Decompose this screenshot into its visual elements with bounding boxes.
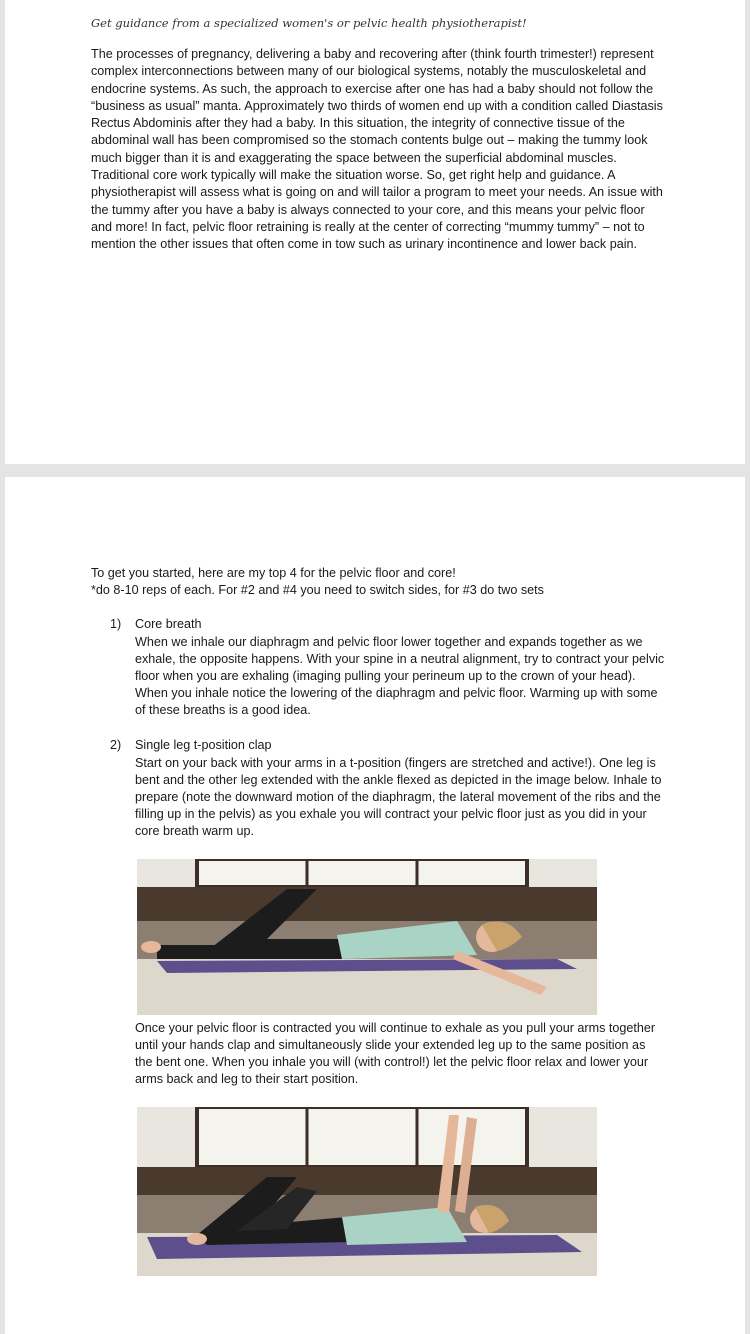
document-page-1	[5, 0, 745, 464]
reps-note: *do 8-10 reps of each. For #2 and #4 you need to switch sides, for #3 do two sets	[91, 583, 544, 597]
exercise-title-t-position-clap: Single leg t-position clap	[135, 738, 272, 752]
document-page-2	[5, 477, 745, 1334]
list-number: 1)	[110, 617, 122, 631]
exercise-title-core-breath: Core breath	[135, 617, 202, 631]
photo-illustration	[137, 859, 597, 1015]
page-heading: Get guidance from a specialized women's or pelvic health physiotherapist!	[91, 16, 527, 30]
exercises-intro: To get you started, here are my top 4 for the pelvic floor and core!	[91, 566, 456, 580]
exercise-description: When we inhale our diaphragm and pelvic floor lower together and expands together as we exhale, the opposite happens. With your spine in a neutral alignment, try to contract your pelvic floor when you are exhaling (imaging pulling your perineum up to the crown of your head). When you inhale notice the lowering of the diaphragm and pelvic floor. Warming up with some of these breaths is a good idea.	[135, 635, 665, 718]
exercise-description: Start on your back with your arms in a t-position (fingers are stretched and active!). One leg is bent and the other leg extended with the ankle flexed as depicted in the image below. Inhale to prepare (note the downward motion of the diaphragm, the lateral movement of the ribs and the filling up in the pelvis) as you exhale you will contract your pelvic floor just as you did in your core breath warm up.	[135, 756, 662, 839]
photo-illustration	[137, 1107, 597, 1276]
exercise-photo-clap-position	[137, 1107, 597, 1276]
list-number: 2)	[110, 738, 122, 752]
exercise-continuation: Once your pelvic floor is contracted you will continue to exhale as you pull your arms together until your hands clap and simultaneously slide your extended leg up to the same position as the bent one. When you inhale you will (with control!) let the pelvic floor relax and lower your arms back and leg to their start position.	[135, 1021, 656, 1087]
exercise-photo-start-position	[137, 859, 597, 1015]
intro-paragraph: The processes of pregnancy, delivering a baby and recovering after (think fourth trimester!) represent complex interconnections between many of our biological systems, notably the musculoskeletal and endocrine systems. As such, the approach to exercise after one has had a baby should not follow the “business as usual” manta. Approximately two thirds of women end up with a condition called Diastasis Rectus Abdominis after they had a baby. In this situation, the integrity of connective tissue of the abdominal wall has been compromised so the stomach contents bulge out – making the tummy look much bigger than it is and exaggerating the space between the superficial abdominal muscles. Traditional core work typically will make the situation worse. So, get right help and guidance. A physiotherapist will assess what is going on and will tailor a program to meet your needs. An issue with the tummy after you have a baby is always connected to your core, and this means your pelvic floor and more! In fact, pelvic floor retraining is really at the center of correcting “mummy tummy” – not to mention the other issues that often come in tow such as urinary incontinence and lower back pain.	[91, 47, 663, 252]
